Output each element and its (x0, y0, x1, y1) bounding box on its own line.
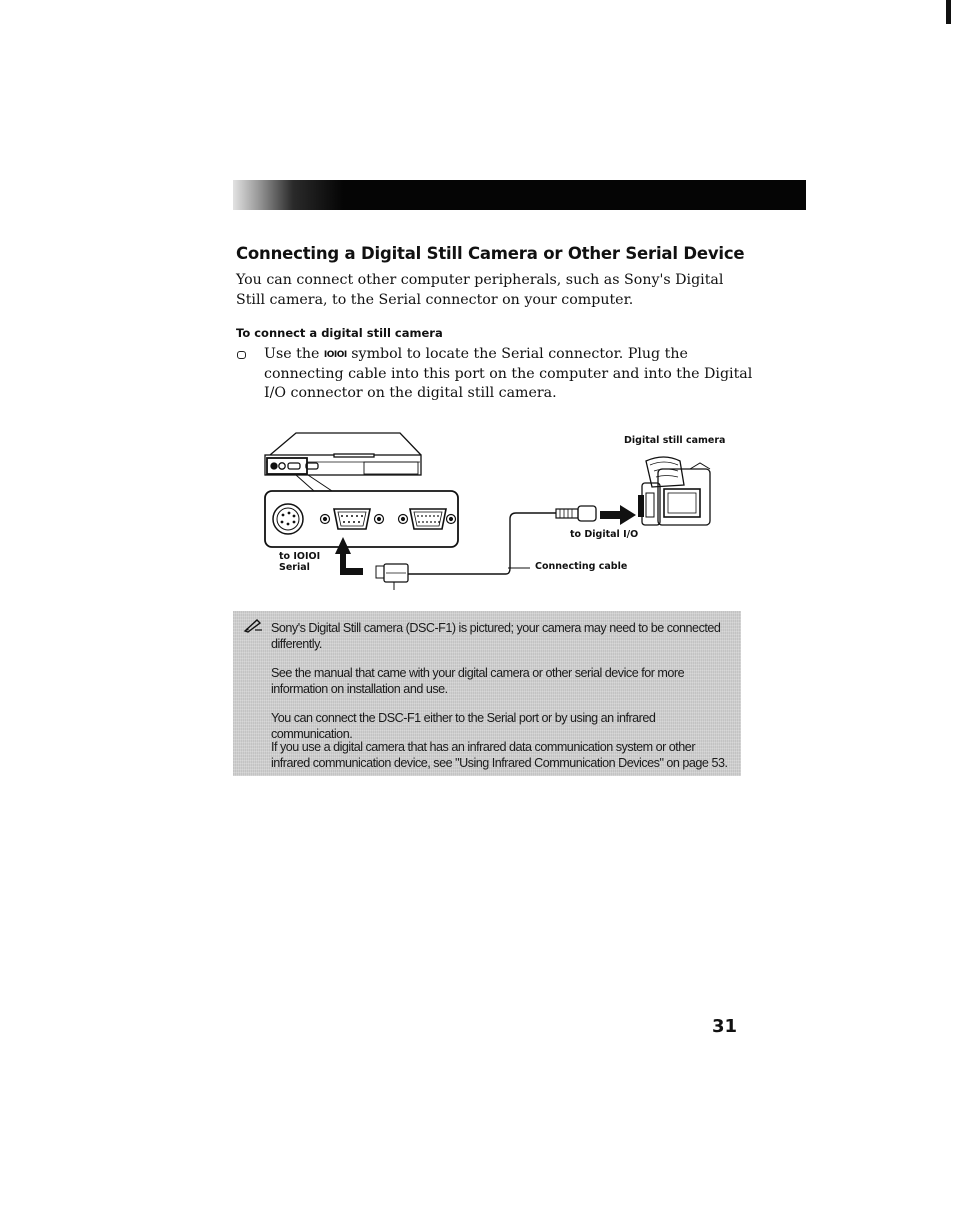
digital-still-camera (638, 457, 710, 525)
procedure-step (264, 345, 754, 403)
note-item: Sony's Digital Still camera (DSC-F1) is pictured; your camera may need to be connected differently. (271, 621, 721, 651)
section-title: Connecting a Digital Still Camera or Other Serial Device (236, 244, 745, 263)
page-edge-mark (946, 0, 951, 24)
step-checkbox-icon (237, 351, 246, 359)
note-item: If you use a digital camera that has an infrared data communication system or other infrared communication device, see "Using Infrared Communication Devices" on page 53. (271, 740, 728, 770)
serial-label-line2: Serial (279, 562, 310, 573)
note-item: See the manual that came with your digital camera or other serial device for more information on installation and use. (271, 666, 685, 696)
connecting-cable (376, 506, 596, 590)
digital-io-label: to Digital I/O (570, 529, 639, 540)
note-pencil-icon (243, 617, 263, 633)
connection-diagram-drawing (254, 425, 724, 605)
laptop-rear-view (265, 433, 421, 491)
connection-diagram (254, 425, 724, 605)
intro-paragraph: You can connect other computer peripherals, such as Sony's Digital Still camera, to the Serial connector on your computer. (236, 272, 724, 308)
procedure-heading: To connect a digital still camera (236, 326, 443, 340)
plug-in-arrow (335, 537, 363, 575)
serial-symbol-icon: IOIOI (323, 350, 347, 360)
step-text-before: Use the (264, 346, 320, 362)
cable-label: Connecting cable (535, 561, 628, 572)
page-number: 31 (712, 1016, 738, 1037)
port-panel-enlargement (265, 491, 458, 547)
camera-arrow (600, 505, 636, 525)
serial-label-line1: to IOIOI (279, 551, 321, 562)
note-item: You can connect the DSC-F1 either to the Serial port or by using an infrared communication. (271, 711, 656, 741)
section-header-bar (233, 180, 806, 210)
step-text-after: symbol to locate the Serial connector. Plug the connecting cable into this port on the computer and into the Digital I/O connector on the digital still camera. (264, 346, 753, 401)
notes-panel (233, 611, 741, 776)
camera-label: Digital still camera (624, 435, 726, 446)
